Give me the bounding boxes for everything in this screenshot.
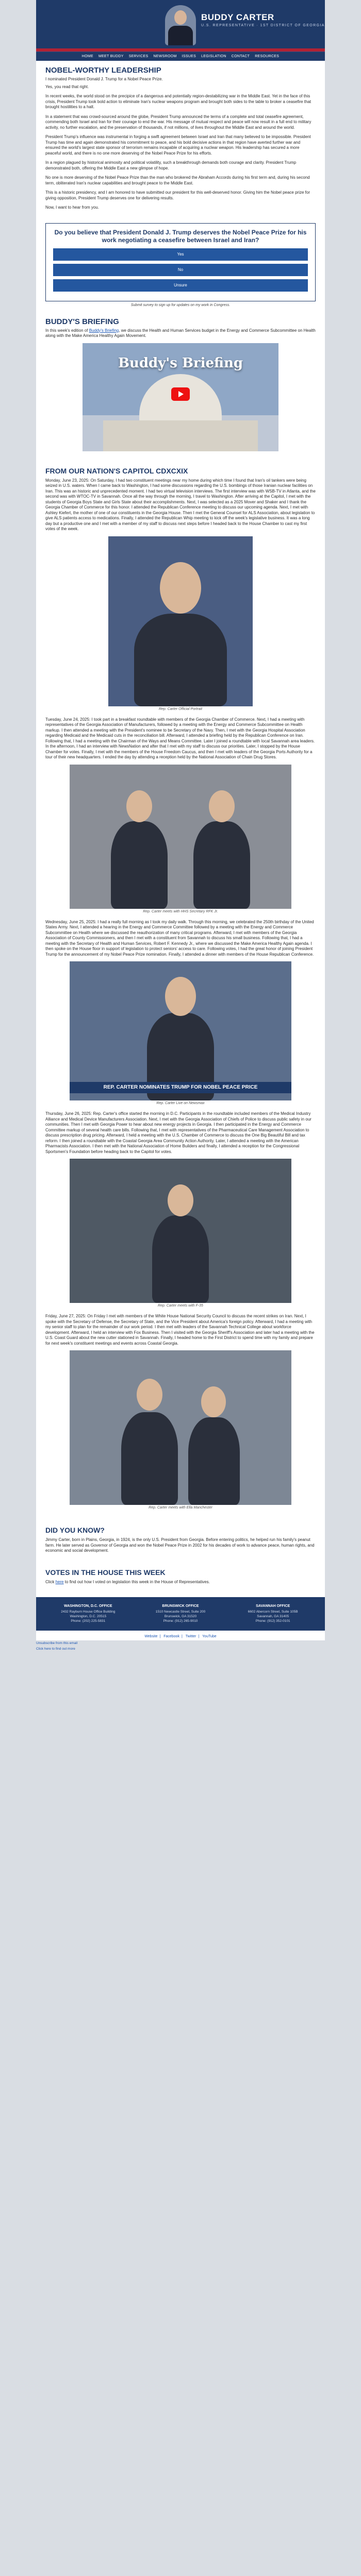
nobel-p1: I nominated President Donald J. Trump for a Nobel Peace Prize. xyxy=(45,77,163,81)
briefing-video[interactable] xyxy=(83,343,278,451)
photo-hhs-meeting xyxy=(70,765,291,909)
office-savannah: SAVANNAH OFFICE 6602 Abercorn Street, Suite 105B Savannah, GA 31405 Phone: (912) 352-0101 xyxy=(248,1604,298,1623)
did-you-know-text: Jimmy Carter, born in Plains, Georgia, in 1924, is the only U.S. President from Georgia. Before entering politics, he helped run his family's peanut farm. He later served as Governor of Georgia and won the Nobel Peace Prize in 2002 for his decades of work to advance peace, human rights, and economic and social development. xyxy=(45,1537,315,1553)
thursday-text: Thursday, June 26, 2025: Rep. Carter's office started the morning in D.C. Participants in the roundtable included members of the Medical Industry Alliance and Medical Device Manufacturers Association. Next, I met with the Georgia Association of Chiefs of Police to discuss public safety in our communities. Then I met with Georgia Power to hear about new energy projects in Georgia. I then participated in the Energy and Commerce Committee markup of several health care bills. Following that, I met with representatives of the Pharmaceutical Care Management Association to discuss prescription drug pricing. Afterward, I held a meeting with the U.S. Chamber of Commerce to discuss the One Big Beautiful Bill and tax reform. I then joined a roundtable with the Coastal Georgia Area Community Action Authority. Later, I attended a meeting with the American Pharmacists Association. I then met with the National Association of Home Builders and finally, I attended a reception for the Congressional Sportsmen's Foundation before heading back to the Capitol for votes. xyxy=(45,1111,311,1154)
header-name: BUDDY CARTER xyxy=(201,12,274,22)
caption-3: Rep. Carter Live on Newsmax xyxy=(156,1101,205,1105)
briefing-text: In this week's edition of Buddy's Briefing, we discuss the Health and Human Services budget in the Energy and Commerce Subcommittee on Health along with the Make America Healthy Again Movement. xyxy=(45,328,316,338)
office-dc: WASHINGTON, D.C. OFFICE 2432 Rayburn House Office Building Washington, D.C. 20515 Phone: (202) 225-5831 xyxy=(61,1604,116,1623)
capitol-section xyxy=(36,462,325,1521)
poll-question: Do you believe that President Donald J. Trump deserves the Nobel Peace Prize for his work negotiating a ceasefire between Israel and Iran? xyxy=(54,228,307,244)
nobel-p2: Yes, you read that right. xyxy=(45,84,89,89)
nobel-p7: No one is more deserving of the Nobel Peace Prize than the man who brokered the Abraham Accords during his first term and, during his second term, obliterated Iran's nuclear capabilities and brought peace to the Middle East. xyxy=(45,175,310,185)
unsubscribe-link[interactable]: Unsubscribe from this email xyxy=(36,1641,78,1645)
did-you-know-heading: DID YOU KNOW? xyxy=(45,1526,105,1534)
poll-note: Submit survey to sign up for updates on my work in Congress. xyxy=(130,303,231,307)
nav-legislation[interactable]: LEGISLATION xyxy=(201,55,226,58)
nobel-heading: NOBEL-WORTHY LEADERSHIP xyxy=(45,66,161,75)
more-link[interactable]: Click here to find out more xyxy=(36,1647,75,1651)
nobel-p5: President Trump's influence was instrumental in forging a swift agreement between Israel and Iran that many believed to be impossible. President Trump has time and again demonstrated his commitment to peace, and his bold decisive actions in that region have averted further war and ensured the world's largest state sponsor of terrorism remains incapable of acquiring a nuclear weapon. His leadership has secured a more peaceful world, and there is no one more deserving of the Nobel Peace Prize for his efforts. xyxy=(45,134,311,156)
nav-bar xyxy=(36,52,325,61)
nobel-p3: In recent weeks, the world stood on the precipice of a dangerous and potentially region-destabilizing war in the Middle East. Yet in the face of this crisis, President Trump took bold action to eliminate Iran's nuclear weapons program and brought both sides to the table to broker a ceasefire that brought hostilities to a halt. xyxy=(45,94,311,109)
footer-offices xyxy=(36,1597,325,1631)
nav-resources[interactable]: RESOURCES xyxy=(255,55,280,58)
nav-contact[interactable]: CONTACT xyxy=(231,55,250,58)
photo-official-portrait xyxy=(108,536,253,706)
briefing-link[interactable]: Buddy's Briefing xyxy=(89,328,119,333)
caption-4: Rep. Carter meets with F-35 xyxy=(158,1304,203,1308)
votes-section xyxy=(36,1563,325,1595)
footer-link-website[interactable]: Website xyxy=(144,1635,158,1638)
friday-text: Friday, June 27, 2025: On Friday I met with members of the White House National Security Council to discuss the recent strikes on Iran. Next, I spoke with the Secretary of Defense, the Secretary of State, and the Vice President about America's foreign policy. Afterward, I had a meeting with my senior staff to plan for the remainder of our work period. I then met with leaders of the Savannah Technical College about workforce development. Afterward, I held an interview with Fox Business. Then I visited with the Georgia Sheriff's Association and later had a meeting with the U.S. Coast Guard about the new cutter stationed in Savannah. Finally, I headed home to the First District to spend time with my family and prepare for next week's constituent meetings and events across Coastal Georgia. xyxy=(45,1314,315,1346)
footer-link-youtube[interactable]: YouTube xyxy=(202,1635,217,1638)
photo-ella xyxy=(70,1350,291,1505)
newsletter-body xyxy=(36,0,325,1640)
capitol-heading: FROM OUR NATION'S CAPITOL CDXCXIX xyxy=(45,466,188,475)
footer-links: Website | Facebook | Twitter | YouTube xyxy=(36,1631,325,1640)
nav-services[interactable]: SERVICES xyxy=(128,55,149,58)
caption-1: Rep. Carter Official Portrait xyxy=(158,707,203,711)
votes-link[interactable]: here xyxy=(55,1579,64,1584)
office-brunswick: BRUNSWICK OFFICE 1510 Newcastle Street, Suite 200 Brunswick, GA 31520 Phone: (912) 265-9010 xyxy=(155,1604,206,1623)
caption-5: Rep. Carter meets with Ella Manchester xyxy=(149,1506,212,1510)
nobel-p4: In a statement that was crowd-sourced around the globe, President Trump announced the terms of a complete and total ceasefire agreement, commending both Israel and Iran for their courage to end the war. His message of mutual respect and peace will now result in a full end to military activity, no further escalation, and the preservation of thousands, if not millions, of lives throughout the Middle East and around the world. xyxy=(45,114,311,130)
nobel-p8: This is a historic presidency, and I am honored to have submitted our president for this well-deserved honor. Giving him the Nobel peace prize for giving opposition, President Trump deserves one for delivering results. xyxy=(45,190,310,200)
nobel-section xyxy=(36,61,325,220)
monday-text: Monday, June 23, 2025: On Saturday, I had two constituent meetings near my home during which time I found that Iran's oil tankers were being seized in U.S. waters. When I came back to Washington, I had some discussions regarding the U.S. bombings of those Iranian nuclear facilities on Iran. This was an historic and unprecedented moment. I had two virtual television interviews. The first interview was with WSB-TV in Atlanta, and the second was with WTOC-TV in Savannah. Once all the way through the morning, I travel to Washington. After arriving at the Capitol, I met with the students of Georgia Boys State and Girls State about their accomplishments. Next, I was selected as a 2025 Mover and Shaker and I thank the Georgia Chamber of Commerce for this honor. I attended the Republican Conference meeting to discuss our upcoming agenda. Next, I met with Ashley Kiefert, the mother of one of our constituents in the Georgia House. Then I met the General Counsel for ALS Association, about legislation to give ALS patients access to medications. Finally, I attended the Republican Whip meeting to kick off the week's legislative business. It was a long day but a productive one and I met with a member of my staff to discuss next steps before I headed back to the House Chamber to cast my first votes of the week. xyxy=(45,478,316,531)
video-title: Buddy's Briefing xyxy=(118,355,243,371)
wednesday-text: Wednesday, June 25, 2025: I had a really full morning as I took my daily walk. Through this morning, we celebrated the 250th birthday of the United States Army. Next, I attended a hearing in the Energy and Commerce Committee followed by a meeting with the Energy and Commerce Subcommittee on Health where we discussed the reauthorization of many critical programs. Afterward, I met with members of the Georgia Association of County Commissioners, and then I met with a constituent from Savannah to discuss his small business. Following that, I had a meeting with the Secretary of Health and Human Services, Robert F. Kennedy Jr., where we discussed the Make America Healthy Again agenda. I then spoke on the House floor in support of legislation to protect seniors' access to care. Following votes, I had the great honor of joining President Trump for the announcement of my Nobel Peace Prize nomination. Finally, I attended a dinner with members of the House Republican Conference. xyxy=(45,919,314,957)
did-you-know-section xyxy=(36,1521,325,1563)
briefing-heading: BUDDY'S BRIEFING xyxy=(45,317,119,326)
header-subtitle: U.S. REPRESENTATIVE · 1ST DISTRICT OF GEORGIA xyxy=(201,24,325,27)
nav-issues[interactable]: ISSUES xyxy=(182,55,196,58)
votes-heading: VOTES IN THE HOUSE THIS WEEK xyxy=(45,1568,166,1577)
congressman-portrait xyxy=(165,5,196,45)
play-icon[interactable] xyxy=(171,387,190,401)
poll-option-yes[interactable]: Yes xyxy=(53,248,308,261)
footer-link-twitter[interactable]: Twitter xyxy=(185,1635,196,1638)
photo-newsmax xyxy=(70,961,291,1100)
header-banner xyxy=(36,0,325,52)
nav-home[interactable]: HOME xyxy=(81,55,93,58)
header-stripe xyxy=(36,48,325,52)
votes-text: Click here to find out how I voted on legislation this week in the House of Representatives. xyxy=(45,1579,210,1584)
footer-link-facebook[interactable]: Facebook xyxy=(163,1635,179,1638)
nobel-p9: Now, I want to hear from you. xyxy=(45,205,100,210)
poll-box xyxy=(45,223,316,301)
newsmax-banner: REP. CARTER NOMINATES TRUMP FOR NOBEL PEACE PRICE xyxy=(70,1082,291,1093)
poll-option-no[interactable]: No xyxy=(53,264,308,276)
nobel-p6: In a region plagued by historical animosity and political volatility, such a breakthrough demands both courage and clarity. President Trump demonstrated both, offering the Middle East a new glimpse of hope. xyxy=(45,160,297,171)
photo-f35 xyxy=(70,1159,291,1303)
briefing-section xyxy=(36,312,325,462)
nav-meet-buddy[interactable]: MEET BUDDY xyxy=(98,55,124,58)
caption-2: Rep. Carter meets with HHS Secretary RFK Jr. xyxy=(143,909,218,913)
poll-option-unsure[interactable]: Unsure xyxy=(53,279,308,292)
tuesday-text: Tuesday, June 24, 2025: I took part in a breakfast roundtable with members of the Georgia Chamber of Commerce. Next, I had a meeting with representatives of the Georgia Association of Manufacturers, followed by a meeting with the Energy and Commerce Subcommittee on Health markup. I then attended a meeting with the President's nominee to be Secretary of the Navy. Then, I met with the Georgia Hospital Association regarding Medicaid and the Medicaid cuts in the reconciliation bill. Afterward, I attended a briefing held by the Republican Conference on Iran. Following that, I had a meeting with the Chairman of the Ways and Means Committee. Later I joined a roundtable with local Savannah area leaders. In the afternoon, I had an interview with NewsNation and after that I met with my staff to discuss our priorities. Later, I stopped by the House Chamber for votes. Finally, I met with the members of the House Freedom Caucus, and then I met with leaders of the Georgia Ports Authority for a tour of their new headquarters. I ended the day by attending a reception held by the National Association of Chain Drug Stores. xyxy=(45,717,315,759)
nav-newsroom[interactable]: NEWSROOM xyxy=(153,55,177,58)
